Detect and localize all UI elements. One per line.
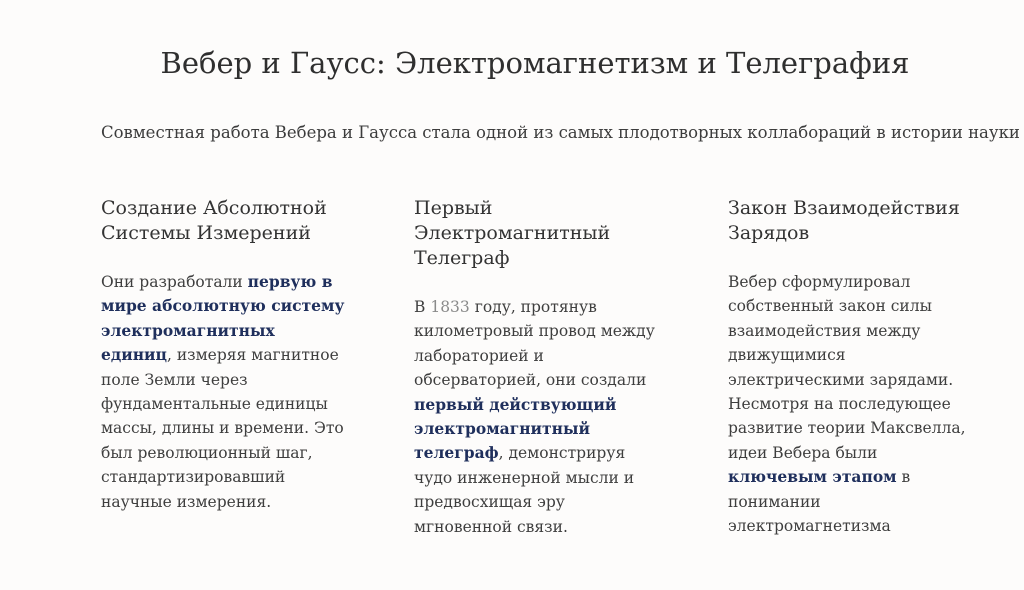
body-highlight: первый действующий электромагнитный телеграф (414, 394, 617, 463)
body-text: В (414, 298, 431, 316)
column-body (728, 270, 968, 590)
column-title: Закон Взаимодействия Зарядов (728, 197, 960, 244)
column-title: Создание Абсолютной Системы Измерений (101, 197, 327, 244)
column-charge-interaction (728, 196, 988, 590)
column-absolute-measurement (101, 196, 351, 514)
column-title: Первый Электромагнитный Телеграф (414, 197, 611, 269)
body-text: в понимании электромагнетизма (728, 468, 911, 536)
body-text: Вебер сформулировал собственный закон силы взаимодействия между движущимися электрическими зарядами. Несмотря на последующее развитие теории Максвелла, идеи Вебера были (728, 273, 966, 462)
column-body (414, 295, 664, 539)
body-text: , измеряя магнитное поле Земли через фундаментальные единицы массы, длины и времени. Это был революционный шаг, стандартизировавший научные измерения. (101, 346, 344, 511)
body-highlight: первую в мире абсолютную систему электромагнитных единиц (101, 272, 345, 365)
body-highlight: ключевым этапом (728, 467, 897, 487)
column-telegraph (414, 196, 684, 539)
column-body (101, 270, 351, 514)
body-text: , демонстрируя чудо инженерной мысли и предвосхищая эру мгновенной связи. (414, 444, 635, 536)
intro-text: Совместная работа Вебера и Гаусса стала одной из самых плодотворных коллабораций в истории науки (101, 123, 1020, 142)
body-text: году, протянув километровый провод между лабораторией и обсерваторией, они создали (414, 298, 655, 390)
year-value: 1833 (430, 298, 470, 316)
body-text: Они разработали (101, 273, 248, 291)
slide-title: Вебер и Гаусс: Электромагнетизм и Телеграфия (160, 46, 910, 80)
